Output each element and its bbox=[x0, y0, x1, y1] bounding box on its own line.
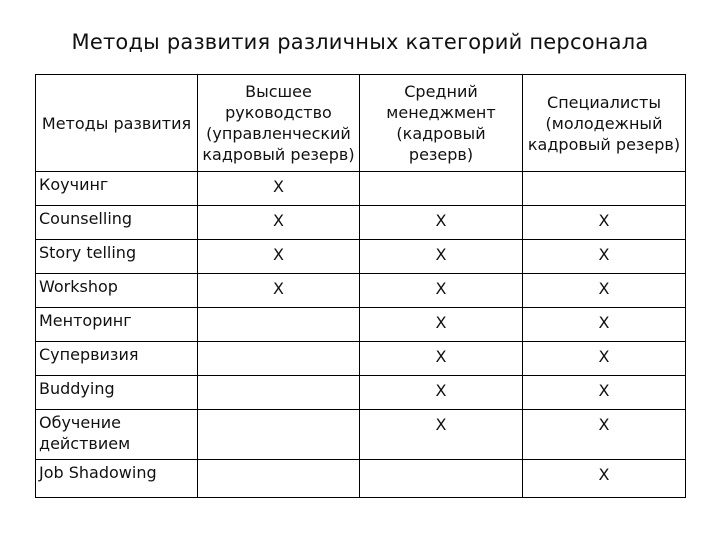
table-row bbox=[36, 342, 686, 376]
mark-cell bbox=[198, 410, 360, 460]
mark-cell: X bbox=[198, 240, 360, 274]
table-row bbox=[36, 308, 686, 342]
mark-cell bbox=[360, 460, 523, 498]
header-row bbox=[36, 75, 686, 172]
methods-table bbox=[35, 74, 686, 498]
header-specialists: Специалисты (молодежный кадровый резерв) bbox=[523, 75, 686, 172]
mark-cell: X bbox=[523, 240, 686, 274]
method-cell: Обучение действием bbox=[36, 410, 198, 460]
mark-cell bbox=[198, 460, 360, 498]
table-row bbox=[36, 460, 686, 498]
mark-cell: X bbox=[523, 376, 686, 410]
method-cell: Story telling bbox=[36, 240, 198, 274]
table-row bbox=[36, 274, 686, 308]
mark-cell: X bbox=[360, 240, 523, 274]
mark-cell: X bbox=[523, 206, 686, 240]
mark-cell: X bbox=[360, 308, 523, 342]
mark-cell: X bbox=[360, 206, 523, 240]
method-cell: Buddying bbox=[36, 376, 198, 410]
header-top-management: Высшее руководство (управленческий кадровый резерв) bbox=[198, 75, 360, 172]
mark-cell: X bbox=[523, 308, 686, 342]
table-row bbox=[36, 172, 686, 206]
mark-cell: X bbox=[198, 172, 360, 206]
mark-cell bbox=[360, 172, 523, 206]
mark-cell: X bbox=[523, 460, 686, 498]
method-cell: Супервизия bbox=[36, 342, 198, 376]
method-cell: Менторинг bbox=[36, 308, 198, 342]
method-cell: Коучинг bbox=[36, 172, 198, 206]
mark-cell: X bbox=[360, 410, 523, 460]
mark-cell bbox=[198, 308, 360, 342]
table-row bbox=[36, 376, 686, 410]
header-middle-management: Средний менеджмент (кадровый резерв) bbox=[360, 75, 523, 172]
mark-cell: X bbox=[198, 206, 360, 240]
mark-cell: X bbox=[523, 410, 686, 460]
mark-cell bbox=[198, 342, 360, 376]
mark-cell: X bbox=[360, 376, 523, 410]
table-row bbox=[36, 240, 686, 274]
mark-cell: X bbox=[523, 342, 686, 376]
mark-cell: X bbox=[360, 342, 523, 376]
method-cell: Job Shadowing bbox=[36, 460, 198, 498]
method-cell: Workshop bbox=[36, 274, 198, 308]
mark-cell: X bbox=[523, 274, 686, 308]
table-row bbox=[36, 410, 686, 460]
method-cell: Counselling bbox=[36, 206, 198, 240]
table-row bbox=[36, 206, 686, 240]
mark-cell: X bbox=[198, 274, 360, 308]
header-methods: Методы развития bbox=[36, 75, 198, 172]
mark-cell bbox=[198, 376, 360, 410]
slide-title: Методы развития различных категорий персонала bbox=[71, 30, 649, 54]
mark-cell: X bbox=[360, 274, 523, 308]
mark-cell bbox=[523, 172, 686, 206]
